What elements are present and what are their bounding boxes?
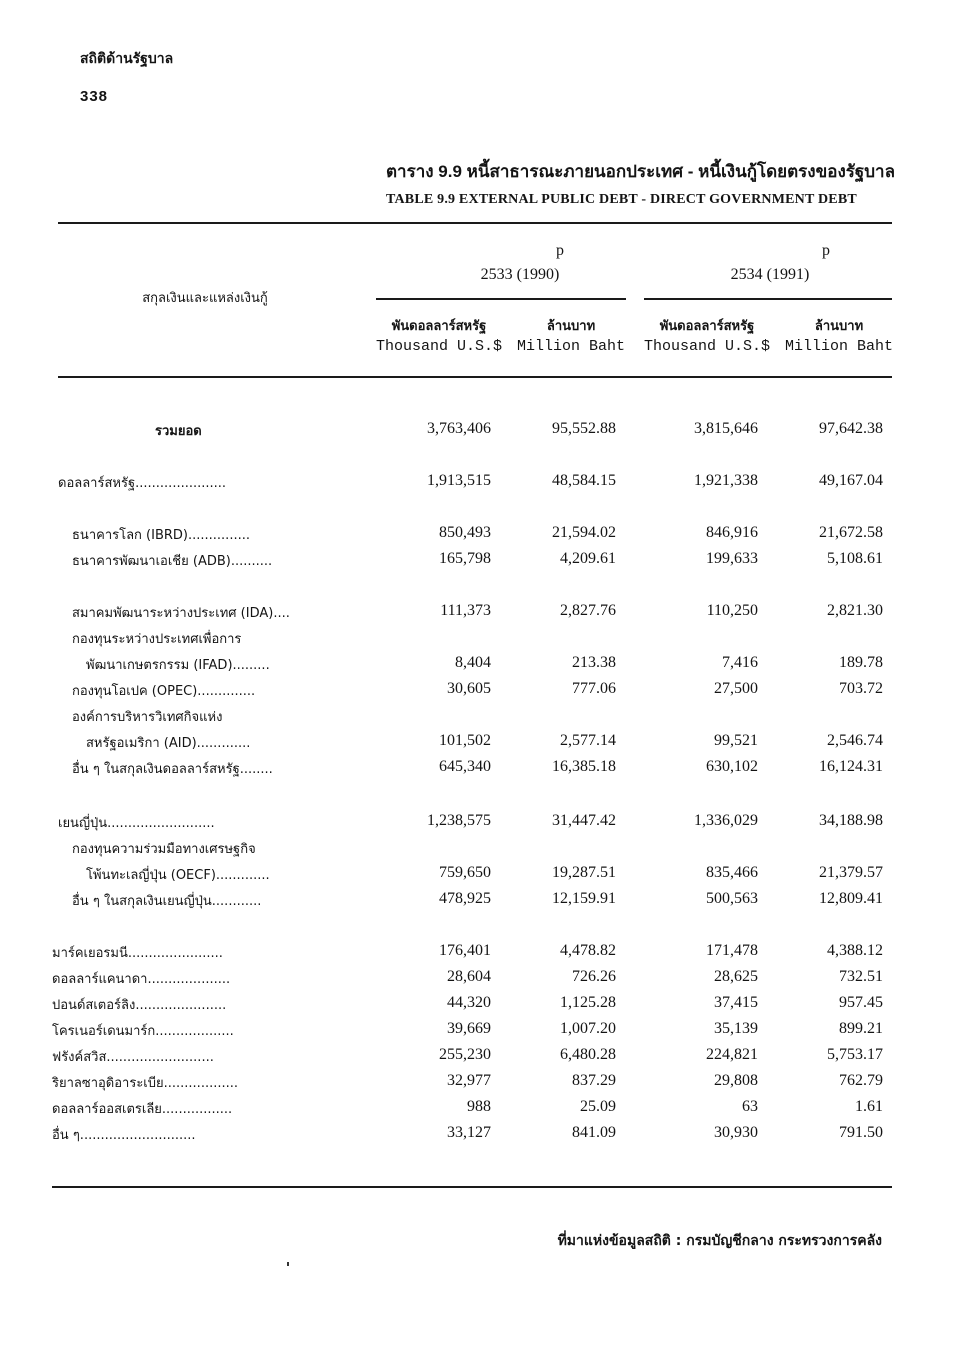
cell-usd-1991: 199,633 [706, 550, 758, 567]
year-1990-underline [376, 298, 626, 300]
table-row [0, 1020, 966, 1044]
year-1991-flag: p [822, 242, 830, 259]
table-title [386, 158, 895, 208]
row-label: มาร์คเยอรมนี....................... [52, 946, 223, 961]
cell-usd-1991: 110,250 [706, 602, 758, 619]
cell-baht-1990: 19,287.51 [552, 864, 616, 881]
table-row [0, 706, 966, 730]
cell-baht-1991: 5,753.17 [827, 1046, 883, 1063]
cell-baht-1990: 95,552.88 [552, 420, 616, 437]
row-label: กองทุนความร่วมมือทางเศรษฐกิจ [72, 842, 256, 857]
cell-usd-1990: 111,373 [440, 602, 491, 619]
cell-baht-1990: 2,577.14 [560, 732, 616, 749]
cell-usd-1990: 850,493 [439, 524, 491, 541]
cell-baht-1991: 2,546.74 [827, 732, 883, 749]
cell-baht-1991: 2,821.30 [827, 602, 883, 619]
table-row [0, 838, 966, 862]
cell-usd-1991: 630,102 [706, 758, 758, 775]
table-row [0, 758, 966, 782]
row-label: ริยาลซาอุดิอาระเบีย.................. [52, 1076, 239, 1091]
cell-usd-1991: 27,500 [714, 680, 758, 697]
table-row [0, 524, 966, 548]
header-bottom-rule [58, 376, 892, 378]
cell-baht-1991: 703.72 [839, 680, 883, 697]
cell-baht-1990: 1,125.28 [560, 994, 616, 1011]
cell-baht-1991: 5,108.61 [827, 550, 883, 567]
cell-baht-1990: 6,480.28 [560, 1046, 616, 1063]
cell-baht-1990: 837.29 [572, 1072, 616, 1089]
table-row [0, 1124, 966, 1148]
unit-col1-thai: พันดอลลาร์สหรัฐ [391, 319, 487, 334]
row-label: อื่น ๆ ในสกุลเงินดอลลาร์สหรัฐ........ [72, 762, 273, 777]
row-label: องค์การบริหารวิเทศกิจแห่ง [72, 710, 223, 725]
row-label: อื่น ๆ ในสกุลเงินเยนญี่ปุ่น............ [72, 894, 262, 909]
row-label: ธนาคารโลก (IBRD)............... [72, 528, 250, 543]
cell-baht-1991: 899.21 [839, 1020, 883, 1037]
cell-baht-1991: 16,124.31 [819, 758, 883, 775]
table-row [0, 812, 966, 836]
cell-usd-1991: 29,808 [714, 1072, 758, 1089]
unit-col2-thai: ล้านบาท [546, 319, 596, 334]
cell-baht-1991: 4,388.12 [827, 942, 883, 959]
unit-col4-thai: ล้านบาท [814, 319, 864, 334]
row-label: สหรัฐอเมริกา (AID)............. [86, 736, 251, 751]
cell-usd-1990: 33,127 [447, 1124, 491, 1141]
cell-usd-1990: 988 [467, 1098, 491, 1115]
table-row [0, 1098, 966, 1122]
table-row [0, 732, 966, 756]
cell-baht-1991: 34,188.98 [819, 812, 883, 829]
year-1990-flag: p [556, 242, 564, 259]
cell-usd-1990: 165,798 [439, 550, 491, 567]
cell-baht-1991: 12,809.41 [819, 890, 883, 907]
cell-baht-1991: 189.78 [839, 654, 883, 671]
row-label: กองทุนโอเปค (OPEC).............. [72, 684, 256, 699]
unit-col3 [640, 320, 774, 356]
page-header [80, 48, 173, 105]
cell-baht-1990: 4,209.61 [560, 550, 616, 567]
cell-usd-1990: 8,404 [455, 654, 491, 671]
cell-usd-1990: 759,650 [439, 864, 491, 881]
unit-col4 [780, 320, 898, 356]
row-label: ดอลลาร์ออสเตรเลีย................. [52, 1102, 233, 1117]
year-1991-underline [644, 298, 892, 300]
cell-baht-1990: 1,007.20 [560, 1020, 616, 1037]
cell-usd-1991: 500,563 [706, 890, 758, 907]
cell-baht-1991: 762.79 [839, 1072, 883, 1089]
scan-speck [287, 1262, 289, 1266]
cell-baht-1990: 4,478.82 [560, 942, 616, 959]
table-row [0, 864, 966, 888]
unit-col3-thai: พันดอลลาร์สหรัฐ [659, 319, 755, 334]
cell-baht-1990: 726.26 [572, 968, 616, 985]
cell-usd-1991: 171,478 [706, 942, 758, 959]
section-title: สถิติด้านรัฐบาล [80, 50, 174, 66]
cell-baht-1990: 2,827.76 [560, 602, 616, 619]
table-row [0, 472, 966, 496]
table-row [0, 680, 966, 704]
row-label: ธนาคารพัฒนาเอเชีย (ADB).......... [72, 554, 273, 569]
cell-usd-1990: 1,913,515 [427, 472, 491, 489]
cell-baht-1991: 1.61 [855, 1098, 883, 1115]
cell-usd-1991: 30,930 [714, 1124, 758, 1141]
table-row [0, 420, 966, 444]
row-label: ดอลลาร์แคนาดา.................... [52, 972, 231, 987]
cell-baht-1990: 12,159.91 [552, 890, 616, 907]
unit-col2 [512, 320, 630, 356]
cell-usd-1991: 224,821 [706, 1046, 758, 1063]
cell-usd-1990: 3,763,406 [427, 420, 491, 437]
cell-baht-1991: 791.50 [839, 1124, 883, 1141]
table-row [0, 968, 966, 992]
table-row [0, 628, 966, 652]
cell-usd-1990: 176,401 [439, 942, 491, 959]
cell-usd-1990: 28,604 [447, 968, 491, 985]
row-label: สมาคมพัฒนาระหว่างประเทศ (IDA).... [72, 606, 290, 621]
cell-baht-1990: 841.09 [572, 1124, 616, 1141]
cell-baht-1991: 97,642.38 [819, 420, 883, 437]
cell-baht-1990: 31,447.42 [552, 812, 616, 829]
table-bottom-rule [52, 1186, 892, 1188]
cell-usd-1991: 99,521 [714, 732, 758, 749]
cell-baht-1990: 25.09 [580, 1098, 616, 1115]
row-label: โพ้นทะเลญี่ปุ่น (OECF)............. [86, 868, 270, 883]
stub-header: สกุลเงินและแหล่งเงินกู้ [142, 291, 268, 306]
table-title-thai: ตาราง 9.9 หนี้สาธารณะภายนอกประเทศ - หนี้เงินกู้โดยตรงของรัฐบาล [386, 162, 896, 181]
table-row [0, 942, 966, 966]
unit-col1 [372, 320, 506, 356]
cell-baht-1990: 48,584.15 [552, 472, 616, 489]
cell-usd-1991: 63 [742, 1098, 758, 1115]
cell-usd-1991: 37,415 [714, 994, 758, 1011]
cell-usd-1990: 645,340 [439, 758, 491, 775]
table-row [0, 602, 966, 626]
cell-baht-1991: 957.45 [839, 994, 883, 1011]
top-rule [58, 222, 892, 224]
unit-col1-english: Thousand U.S.$ [375, 338, 503, 356]
cell-baht-1991: 21,379.57 [819, 864, 883, 881]
row-label: ปอนด์สเตอร์ลิง...................... [52, 998, 227, 1013]
unit-col4-english: Million Baht [784, 338, 894, 356]
cell-baht-1990: 16,385.18 [552, 758, 616, 775]
row-label: พัฒนาเกษตรกรรม (IFAD)......... [86, 658, 270, 673]
row-label: เยนญี่ปุ่น.......................... [58, 816, 215, 831]
cell-baht-1990: 213.38 [572, 654, 616, 671]
cell-usd-1991: 1,921,338 [694, 472, 758, 489]
cell-usd-1991: 1,336,029 [694, 812, 758, 829]
unit-col2-english: Million Baht [516, 338, 626, 356]
table-row [0, 550, 966, 574]
cell-usd-1991: 3,815,646 [694, 420, 758, 437]
table-row [0, 994, 966, 1018]
cell-baht-1990: 21,594.02 [552, 524, 616, 541]
cell-usd-1991: 7,416 [722, 654, 758, 671]
row-label: ดอลลาร์สหรัฐ...................... [58, 476, 227, 491]
table-row [0, 1072, 966, 1096]
cell-usd-1990: 44,320 [447, 994, 491, 1011]
cell-usd-1990: 101,502 [439, 732, 491, 749]
row-label: กองทุนระหว่างประเทศเพื่อการ [72, 632, 242, 647]
table-row [0, 1046, 966, 1070]
row-label: อื่น ๆ............................ [52, 1128, 196, 1143]
table-row [0, 654, 966, 678]
cell-usd-1990: 1,238,575 [427, 812, 491, 829]
cell-baht-1991: 21,672.58 [819, 524, 883, 541]
cell-usd-1990: 255,230 [439, 1046, 491, 1063]
table-row [0, 890, 966, 914]
cell-usd-1991: 846,916 [706, 524, 758, 541]
row-label: โครเนอร์เดนมาร์ก................... [52, 1024, 234, 1039]
year-1991-label: 2534 (1991) [730, 266, 810, 283]
cell-usd-1990: 39,669 [447, 1020, 491, 1037]
source-note: ที่มาแห่งข้อมูลสถิติ : กรมบัญชีกลาง กระทรวงการคลัง [557, 1233, 882, 1249]
row-label: รวมยอด [155, 424, 202, 439]
cell-usd-1991: 835,466 [706, 864, 758, 881]
page-number: 338 [80, 88, 109, 105]
cell-usd-1991: 35,139 [714, 1020, 758, 1037]
row-label: ฟรังค์สวิส.......................... [52, 1050, 214, 1065]
cell-usd-1991: 28,625 [714, 968, 758, 985]
cell-usd-1990: 30,605 [447, 680, 491, 697]
cell-usd-1990: 478,925 [439, 890, 491, 907]
cell-baht-1991: 732.51 [839, 968, 883, 985]
cell-baht-1991: 49,167.04 [819, 472, 883, 489]
table-title-english: TABLE 9.9 EXTERNAL PUBLIC DEBT - DIRECT GOVERNMENT DEBT [386, 192, 857, 207]
unit-col3-english: Thousand U.S.$ [643, 338, 771, 356]
cell-usd-1990: 32,977 [447, 1072, 491, 1089]
cell-baht-1990: 777.06 [572, 680, 616, 697]
year-1990-label: 2533 (1990) [480, 266, 560, 283]
